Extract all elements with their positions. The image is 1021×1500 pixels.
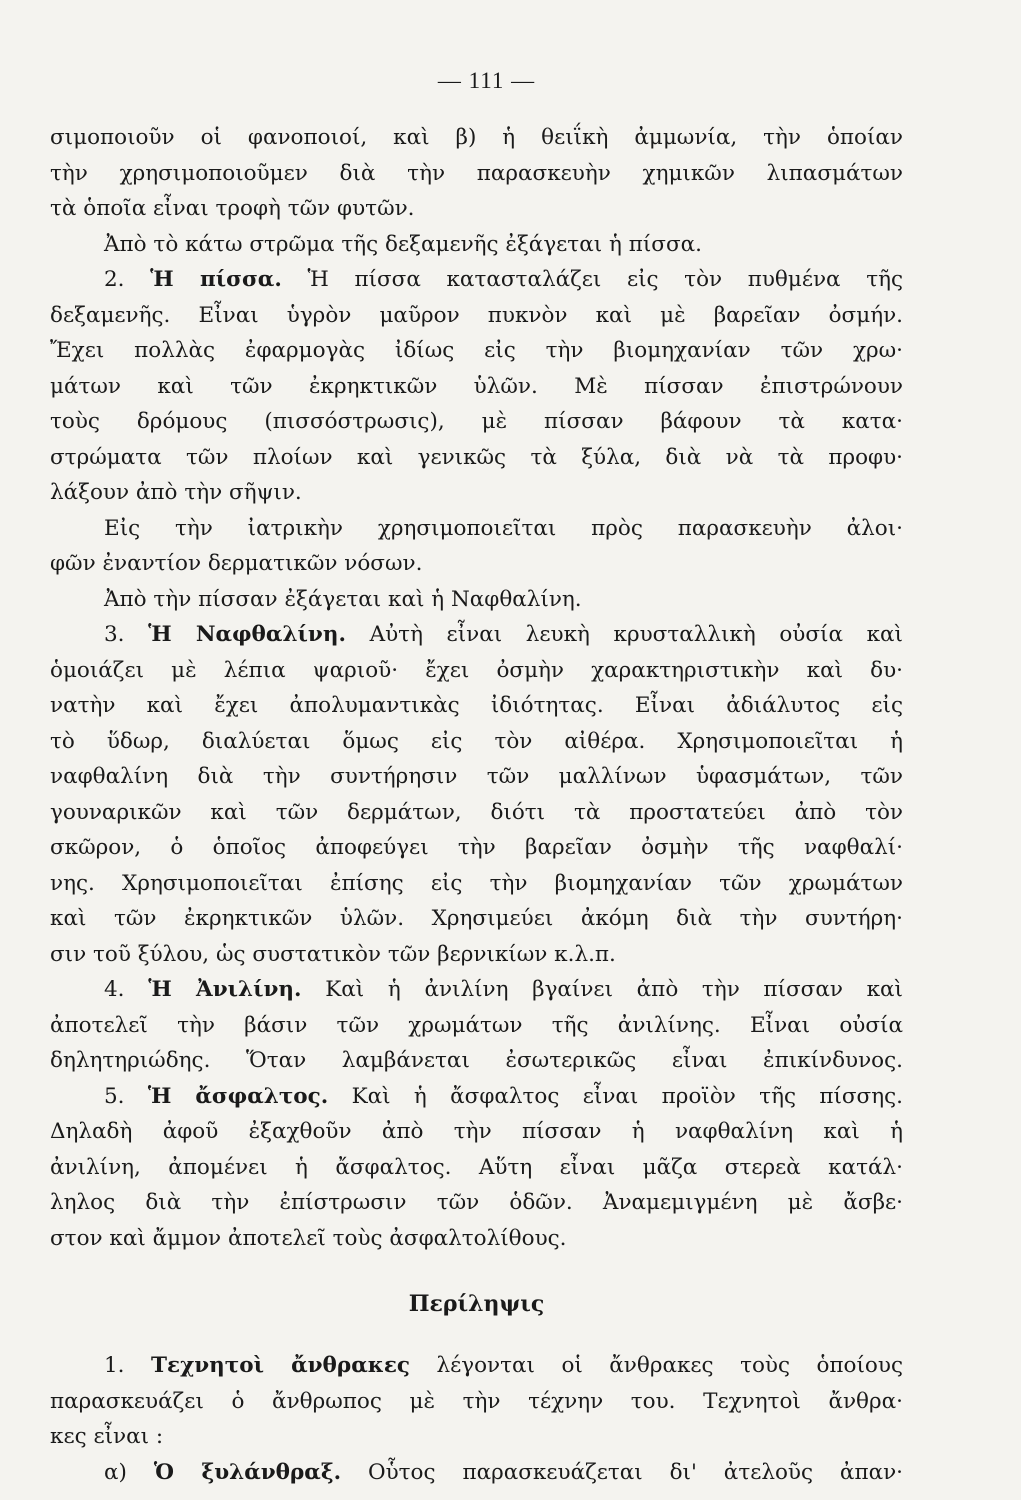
line-text: γουναρικῶν καὶ τῶν δερμάτων, διότι τὰ προστατεύει ἀπὸ τὸν <box>50 799 903 825</box>
text-line <box>50 227 903 263</box>
line-text: κες εἶναι : <box>50 1424 164 1449</box>
text-line <box>50 759 903 795</box>
bold-term: Ἡ πίσσα. <box>150 267 282 292</box>
line-text: Οὗτος παρασκευάζεται δι' ἀτελοῦς ἀπαν· <box>367 1459 903 1485</box>
line-text: δεξαμενῆς. Εἶναι ὑγρὸν μαῦρον πυκνὸν καὶ μὲ βαρεῖαν ὀσμήν. <box>50 302 903 328</box>
bold-term: Ἡ Ἀνιλίνη. <box>148 977 302 1002</box>
text-line <box>50 653 903 689</box>
line-text: ἀνιλίνη, ἀπομένει ἡ ἄσφαλτος. Αὕτη εἶναι μᾶζα στερεὰ κατάλ· <box>50 1154 903 1180</box>
text-line <box>50 511 903 547</box>
text-line <box>50 156 903 192</box>
line-text: Καὶ ἡ ἄσφαλτος εἶναι προϊὸν τῆς πίσσης. <box>351 1083 903 1109</box>
line-text: τὰ ὁποῖα εἶναι τροφὴ τῶν φυτῶν. <box>50 196 415 221</box>
item-number: 1. <box>104 1353 125 1378</box>
text-line <box>50 1455 903 1491</box>
summary-heading: Περίληψις <box>408 1291 545 1317</box>
line-text: Ἀπὸ τὸ κάτω στρῶμα τῆς δεξαμενῆς ἐξάγεται ἡ πίσσα. <box>104 231 702 257</box>
text-line <box>50 369 903 405</box>
line-text: Δηλαδὴ ἀφοῦ ἐξαχθοῦν ἀπὸ τὴν πίσσαν ἡ ναφθαλίνη καὶ ἡ <box>50 1119 903 1144</box>
line-text: καὶ τῶν ἐκρηκτικῶν ὑλῶν. Χρησιμεύει ἀκόμη διὰ τὴν συντήρη· <box>50 906 903 931</box>
line-text: λέγονται οἱ ἄνθρακες τοὺς ὁποίους <box>436 1353 903 1378</box>
line-text: μάτων καὶ τῶν ἐκρηκτικῶν ὑλῶν. Μὲ πίσσαν ἐπιστρώνουν <box>50 373 903 399</box>
line-text: τοὺς δρόμους (πισσόστρωσις), μὲ πίσσαν βάφουν τὰ κατα· <box>50 409 903 434</box>
item-number: 4. <box>104 977 125 1002</box>
line-text: παρασκευάζει ὁ ἄνθρωπος μὲ τὴν τέχνην του. Τεχνητοὶ ἄνθρα· <box>50 1388 903 1414</box>
text-line <box>50 333 903 369</box>
line-text: ναφθαλίνη διὰ τὴν συντήρησιν τῶν μαλλίνων ὑφασμάτων, τῶν <box>50 764 903 789</box>
text-line <box>50 688 903 724</box>
text-line <box>50 1150 903 1186</box>
item-number: 3. <box>104 622 125 647</box>
text-line <box>50 1043 903 1079</box>
line-text: ἀποτελεῖ τὴν βάσιν τῶν χρωμάτων τῆς ἀνιλίνης. Εἶναι οὐσία <box>50 1012 903 1038</box>
text-line <box>50 1114 903 1150</box>
page-number: — 111 — <box>437 68 536 93</box>
line-text: λάξουν ἀπὸ τὴν σῆψιν. <box>50 480 302 505</box>
text-line <box>50 972 903 1008</box>
item-number: 5. <box>104 1083 125 1109</box>
line-text: Ἡ πίσσα κατασταλάζει εἰς τὸν πυθμένα τῆς <box>307 267 903 292</box>
text-line <box>50 440 903 476</box>
line-text: Ἀπὸ τὴν πίσσαν ἐξάγεται καὶ ἡ Ναφθαλίνη. <box>104 586 582 612</box>
text-line <box>50 617 903 653</box>
text-line <box>50 937 903 973</box>
text-line <box>50 1008 903 1044</box>
item-number: α) <box>104 1459 127 1485</box>
line-text: φῶν ἐναντίον δερματικῶν νόσων. <box>50 551 423 576</box>
text-line <box>50 191 903 227</box>
line-text: νατὴν καὶ ἔχει ἀπολυμαντικὰς ἰδιότητας. Εἶναι ἀδιάλυτος εἰς <box>50 693 903 718</box>
text-line <box>50 546 903 582</box>
text-line <box>50 1419 903 1455</box>
text-line <box>50 724 903 760</box>
summary-text <box>50 1348 903 1490</box>
line-text: δηλητηριώδης. Ὅταν λαμβάνεται ἐσωτερικῶς εἶναι ἐπικίνδυνος. <box>50 1048 903 1073</box>
line-text: ὁμοιάζει μὲ λέπια ψαριοῦ· ἔχει ὀσμὴν χαρακτηριστικὴν καὶ δυ· <box>50 657 903 683</box>
line-text: στρώματα τῶν πλοίων καὶ γενικῶς τὰ ξύλα, διὰ νὰ τὰ προφυ· <box>50 444 903 470</box>
line-text: Αὐτὴ εἶναι λευκὴ κρυσταλλικὴ οὐσία καὶ <box>369 622 903 647</box>
bold-term: Ὁ ξυλάνθραξ. <box>153 1459 342 1485</box>
bold-term: Ἡ Ναφθαλίνη. <box>148 622 346 647</box>
line-text: σιν τοῦ ξύλου, ὡς συστατικὸν τῶν βερνικίων κ.λ.π. <box>50 941 616 967</box>
text-line <box>50 262 903 298</box>
line-text: νης. Χρησιμοποιεῖται ἐπίσης εἰς τὴν βιομηχανίαν τῶν χρωμάτων <box>50 870 903 896</box>
text-line <box>50 404 903 440</box>
text-line <box>50 795 903 831</box>
text-line <box>50 1348 903 1384</box>
line-text: σιμοποιοῦν οἱ φανοποιοί, καὶ β) ἡ θειΐκὴ ἀμμωνία, τὴν ὁποίαν <box>50 125 903 150</box>
text-line <box>50 1221 903 1257</box>
line-text: στον καὶ ἄμμον ἀποτελεῖ τοὺς ἀσφαλτολίθους. <box>50 1225 567 1251</box>
line-text: τὸ ὕδωρ, διαλύεται ὅμως εἰς τὸν αἰθέρα. Χρησιμοποιεῖται ἡ <box>50 728 903 754</box>
text-line <box>50 475 903 511</box>
text-line <box>50 298 903 334</box>
text-line <box>50 901 903 937</box>
line-text: Καὶ ἡ ἀνιλίνη βγαίνει ἀπὸ τὴν πίσσαν καὶ <box>325 977 903 1002</box>
line-text: τὴν χρησιμοποιοῦμεν διὰ τὴν παρασκευὴν χημικῶν λιπασμάτων <box>50 160 903 186</box>
line-text: Ἔχει πολλὰς ἐφαρμογὰς ἰδίως εἰς τὴν βιομηχανίαν τῶν χρω· <box>50 338 903 363</box>
item-number: 2. <box>104 267 125 292</box>
line-text: ληλος διὰ τὴν ἐπίστρωσιν τῶν ὁδῶν. Ἀναμεμιγμένη μὲ ἄσβε· <box>50 1190 903 1215</box>
bold-term: Τεχνητοὶ ἄνθρακες <box>151 1353 411 1378</box>
text-line <box>50 1079 903 1115</box>
body-text <box>50 120 903 1256</box>
text-line <box>50 1384 903 1420</box>
bold-term: Ἡ ἄσφαλτος. <box>147 1083 329 1109</box>
text-line <box>50 866 903 902</box>
text-line <box>50 582 903 618</box>
text-line <box>50 1185 903 1221</box>
line-text: σκῶρον, ὁ ὁποῖος ἀποφεύγει τὴν βαρεῖαν ὀσμὴν τῆς ναφθαλί· <box>50 835 903 860</box>
line-text: Εἰς τὴν ἰατρικὴν χρησιμοποιεῖται πρὸς παρασκευὴν ἀλοι· <box>104 515 903 541</box>
text-line <box>50 830 903 866</box>
text-line <box>50 120 903 156</box>
